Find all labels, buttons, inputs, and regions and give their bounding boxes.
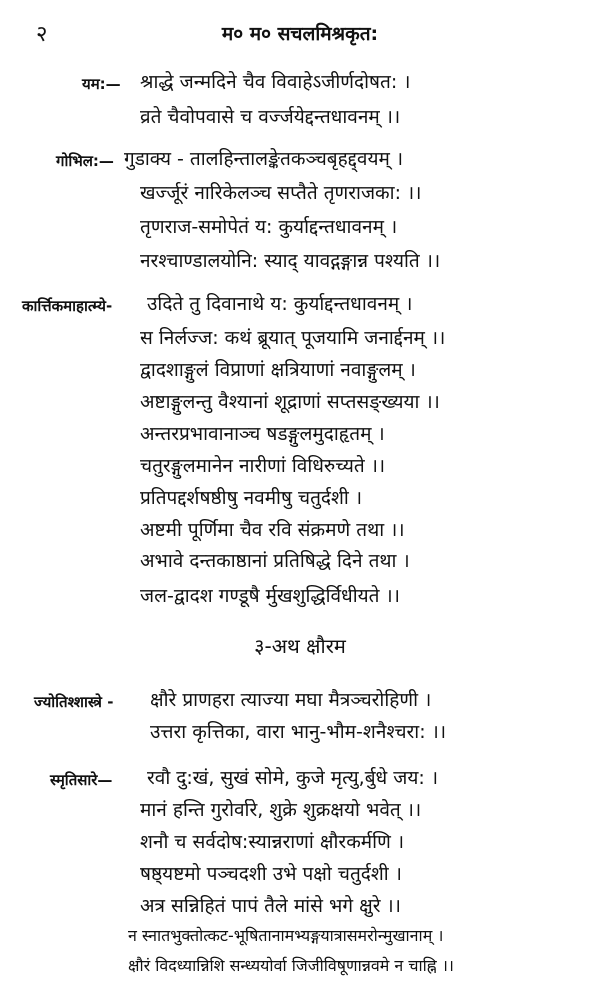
verse-line: तृणराज-समोपेतं य: कुर्याद्दन्तधावनम् ।	[140, 216, 398, 238]
verse-line: क्षौरं विदध्यान्निशि सन्ध्ययोर्वा जिजीविषूणान्नवमे न चाह्नि ।।	[128, 956, 454, 975]
running-head: म० म० सचलमिश्रकृत:	[221, 23, 379, 45]
verse-line: अभावे दन्तकाष्ठानां प्रतिषिद्धे दिने तथा ।	[140, 550, 410, 572]
source-label-gobhila: गोभिल:—	[56, 152, 114, 170]
source-label-kartika-mahatmya: कार्त्तिकमाहात्म्ये-	[22, 297, 113, 315]
verse-line: उदिते तु दिवानाथे य: कुर्याद्दन्तधावनम् ।	[147, 293, 413, 315]
verse-line: अष्टमी पूर्णिमा चैव रवि संक्रमणे तथा ।।	[140, 519, 405, 541]
source-label-smriti-sara: स्मृतिसारे—	[50, 771, 113, 789]
verse-line: खर्ज्जूरं नारिकेलञ्च सप्तैते तृणराजका: ।।	[140, 182, 422, 204]
verse-line: अन्तरप्रभावानाञ्च षडङ्गुलमुदाहृतम् ।	[140, 423, 385, 445]
section-heading: ३-अथ क्षौरम	[254, 634, 346, 658]
source-label-yama: यम:—	[82, 75, 121, 93]
page-number: २	[36, 22, 48, 47]
verse-line: द्वादशाङ्गुलं विप्राणां क्षत्रियाणां नवाङ्गुलम् ।	[140, 359, 416, 381]
verse-line: स निर्लज्ज: कथं ब्रूयात् पूजयामि जनार्द्दनम् ।।	[140, 327, 446, 349]
verse-line: जल-द्वादश गण्डूषै र्मुखशुद्धिर्विधीयते ।।	[140, 585, 400, 607]
verse-line: न स्नातभुक्तोत्कट-भूषितानामभ्यङ्गयात्रासमरोन्मुखानाम् ।	[128, 926, 444, 945]
verse-line: गुडाक्य - तालहिन्तालङ्केतकञ्चबृहद्द्वयम् ।	[124, 148, 404, 170]
verse-line: शनौ च सर्वदोष:स्यान्नराणां क्षौरकर्मणि ।	[140, 831, 405, 853]
verse-line: अष्टाङ्गुलन्तु वैश्यानां शूद्राणां सप्तसङ्ख्यया ।।	[140, 391, 440, 413]
verse-line: व्रते चैवोपवासे च वर्ज्जयेद्दन्तधावनम् ।।	[140, 106, 401, 128]
verse-line: नरश्चाण्डालयोनि: स्याद् यावद्गङ्गान्न पश्यति ।।	[140, 250, 441, 272]
verse-line: श्राद्धे जन्मदिने चैव विवाहेऽजीर्णदोषत: ।	[140, 71, 411, 93]
source-label-jyotish-shastra: ज्योतिश्शास्त्रे -	[34, 693, 114, 711]
verse-line: षष्ठ्यष्टमो पञ्चदशी उभे पक्षो चतुर्दशी ।	[140, 863, 402, 885]
verse-line: रवौ दु:खं, सुखं सोमे, कुजे मृत्यु,र्बुधे जय: ।	[147, 767, 439, 789]
verse-line: चतुरङ्गुलमानेन नारीणां विधिरुच्यते ।।	[140, 455, 386, 477]
verse-line: अत्र सन्निहितं पापं तैले मांसे भगे क्षुरे ।।	[140, 895, 401, 917]
verse-line: उत्तरा कृत्तिका, वारा भानु-भौम-शनैश्चरा: ।।	[150, 721, 447, 743]
verse-line: प्रतिपद्दर्शषष्ठीषु नवमीषु चतुर्दशी ।	[140, 487, 363, 509]
verse-line: क्षौरे प्राणहरा त्याज्या मघा मैत्रञ्चरोहिणी ।	[150, 689, 432, 711]
verse-line: मानं हन्ति गुरोर्वारे, शुक्रे शुक्रक्षयो भवेत् ।।	[140, 799, 422, 821]
